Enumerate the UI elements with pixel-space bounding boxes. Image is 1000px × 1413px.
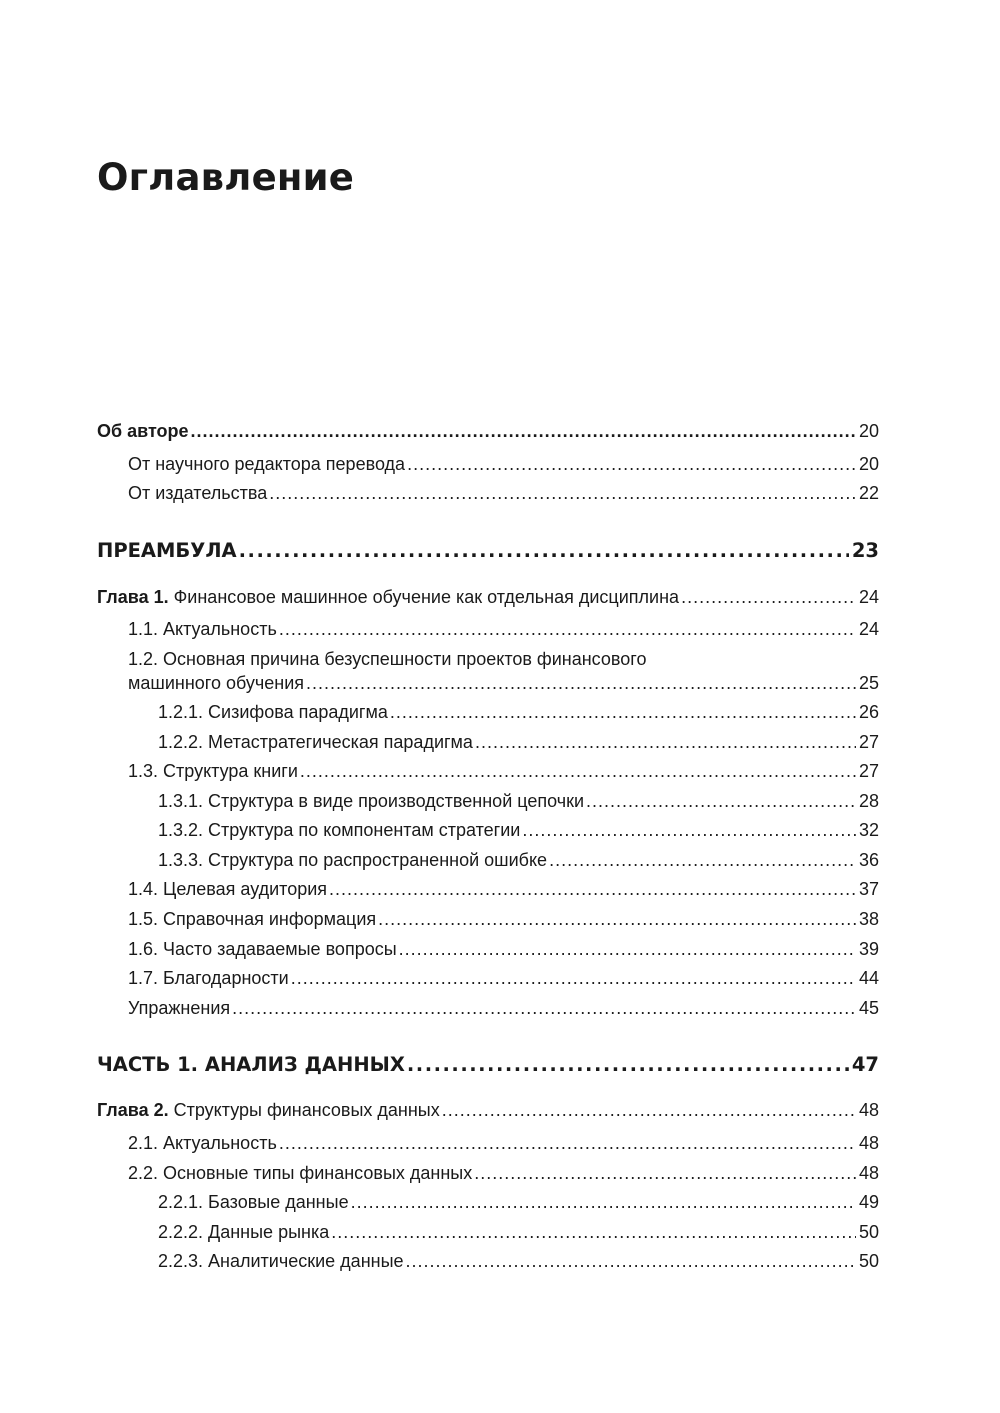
toc-chapter-1[interactable] [97, 585, 879, 609]
toc-part-1[interactable] [97, 1053, 879, 1077]
dot-leader [390, 700, 856, 724]
toc-entry-label: 1.2.1. Сизифова парадигма [158, 702, 388, 722]
toc-entry-label: 1.3.3. Структура по распространенной ошибке [158, 850, 548, 870]
toc-entry-label: 1.1. Актуальность [128, 619, 277, 639]
toc-entry-label: 1.3. Структура книги [128, 761, 298, 781]
toc-part-label: ЧАСТЬ 1. АНАЛИЗ ДАННЫХ [97, 1053, 405, 1076]
toc-entry-publisher[interactable] [128, 481, 879, 505]
dot-leader [406, 1249, 856, 1273]
page-title: Оглавление [97, 156, 355, 199]
dot-leader [351, 1190, 856, 1214]
toc-entry-1-3[interactable] [128, 759, 879, 783]
chapter-prefix: Глава 2. [97, 1100, 169, 1120]
chapter-title: Финансовое машинное обучение как отдельная дисциплина [173, 587, 680, 607]
dot-leader [331, 1220, 856, 1244]
toc-entry-label: 1.2.2. Метастратегическая парадигма [158, 732, 473, 752]
toc-page-number: 28 [858, 791, 879, 811]
toc-entry-label: 2.2.3. Аналитические данные [158, 1251, 404, 1271]
toc-entry-sci-editor[interactable] [128, 452, 879, 476]
toc-page-number: 20 [858, 421, 879, 441]
toc-entry-label: 2.1. Актуальность [128, 1133, 277, 1153]
toc-entry-1-4[interactable] [128, 877, 879, 901]
chapter-prefix: Глава 1. [97, 587, 169, 607]
toc-entry-2-2[interactable] [128, 1161, 879, 1185]
toc-page-number: 44 [858, 968, 879, 988]
toc-page-number: 38 [858, 909, 879, 929]
toc-page-number: 49 [858, 1192, 879, 1212]
dot-leader [442, 1098, 856, 1122]
toc-page-number: 37 [858, 879, 879, 899]
toc-part-label: ПРЕАМБУЛА [97, 539, 237, 562]
dot-leader [407, 452, 856, 476]
toc-page-number: 50 [858, 1251, 879, 1271]
toc-entry-2-2-3[interactable] [158, 1249, 879, 1273]
dot-leader [300, 759, 856, 783]
toc-page-number: 26 [858, 702, 879, 722]
dot-leader [291, 966, 856, 990]
toc-page-number: 32 [858, 820, 879, 840]
toc-entry-1-6[interactable] [128, 937, 879, 961]
dot-leader [474, 1161, 856, 1185]
dot-leader [269, 481, 856, 505]
dot-leader [191, 419, 856, 443]
dot-leader [407, 1053, 849, 1077]
toc-page-number: 47 [851, 1053, 879, 1076]
toc-entry-label: 2.2. Основные типы финансовых данных [128, 1163, 473, 1183]
dot-leader [475, 730, 856, 754]
dot-leader [279, 617, 856, 641]
dot-leader [378, 907, 856, 931]
toc-entry-label: 2.2.1. Базовые данные [158, 1192, 349, 1212]
toc-entry-1-2-2[interactable] [158, 730, 879, 754]
toc-entry-label [97, 1098, 440, 1122]
toc-entry-label: 1.3.2. Структура по компонентам стратегии [158, 820, 521, 840]
toc-page-number: 36 [858, 850, 879, 870]
toc-entry-2-1[interactable] [128, 1131, 879, 1155]
dot-leader [239, 539, 849, 563]
toc-entry-label: 1.4. Целевая аудитория [128, 879, 328, 899]
toc-entry-label: 2.2.2. Данные рынка [158, 1222, 330, 1242]
toc-page-number: 25 [858, 673, 879, 693]
toc-page-number: 24 [858, 619, 879, 639]
toc-entry-1-7[interactable] [128, 966, 879, 990]
toc-page-number: 27 [858, 732, 879, 752]
toc-entry-exercises[interactable] [128, 996, 879, 1020]
toc-entry-label: От научного редактора перевода [128, 454, 406, 474]
toc-entry-2-2-1[interactable] [158, 1190, 879, 1214]
toc-entry-2-2-2[interactable] [158, 1220, 879, 1244]
toc-chapter-2[interactable] [97, 1098, 879, 1122]
toc-page-number: 24 [858, 587, 879, 607]
toc-entry-label: Об авторе [97, 421, 189, 441]
dot-leader [306, 671, 856, 695]
dot-leader [522, 818, 856, 842]
dot-leader [681, 585, 856, 609]
toc-entry-label: 1.3.1. Структура в виде производственной цепочки [158, 791, 585, 811]
dot-leader [549, 848, 856, 872]
toc-page-number: 22 [858, 483, 879, 503]
toc-entry-1-1[interactable] [128, 617, 879, 641]
toc-entry-label: машинного обучения [128, 673, 305, 693]
dot-leader [329, 877, 856, 901]
toc-entry-label: 1.6. Часто задаваемые вопросы [128, 939, 397, 959]
toc-entry-1-3-1[interactable] [158, 789, 879, 813]
dot-leader [279, 1131, 856, 1155]
toc-entry-label: Упражнения [128, 998, 231, 1018]
toc-page-number: 39 [858, 939, 879, 959]
chapter-title: Структуры финансовых данных [173, 1100, 440, 1120]
toc-page-number: 48 [858, 1133, 879, 1153]
dot-leader [586, 789, 856, 813]
toc-part-preamble[interactable] [97, 539, 879, 563]
toc-entry-label [97, 585, 679, 609]
toc-page-number: 45 [858, 998, 879, 1018]
toc-entry-about-author[interactable] [97, 419, 879, 443]
toc-entry-label: От издательства [128, 483, 268, 503]
toc-page-number: 23 [851, 539, 879, 562]
toc-page-number: 20 [858, 454, 879, 474]
toc-page-number: 27 [858, 761, 879, 781]
dot-leader [399, 937, 856, 961]
toc-page-number: 48 [858, 1163, 879, 1183]
toc-entry-1-5[interactable] [128, 907, 879, 931]
toc-entry-1-3-3[interactable] [158, 848, 879, 872]
toc-page-number: 48 [858, 1100, 879, 1120]
dot-leader [232, 996, 856, 1020]
toc-entry-1-2-1[interactable] [158, 700, 879, 724]
toc-entry-1-2-line1[interactable]: 1.2. Основная причина безуспешности проектов финансового [128, 649, 647, 669]
toc-entry-1-3-2[interactable] [158, 818, 879, 842]
toc-page-number: 50 [858, 1222, 879, 1242]
toc-entry-label: 1.5. Справочная информация [128, 909, 377, 929]
toc-entry-1-2[interactable] [128, 671, 879, 695]
toc-entry-label: 1.7. Благодарности [128, 968, 289, 988]
